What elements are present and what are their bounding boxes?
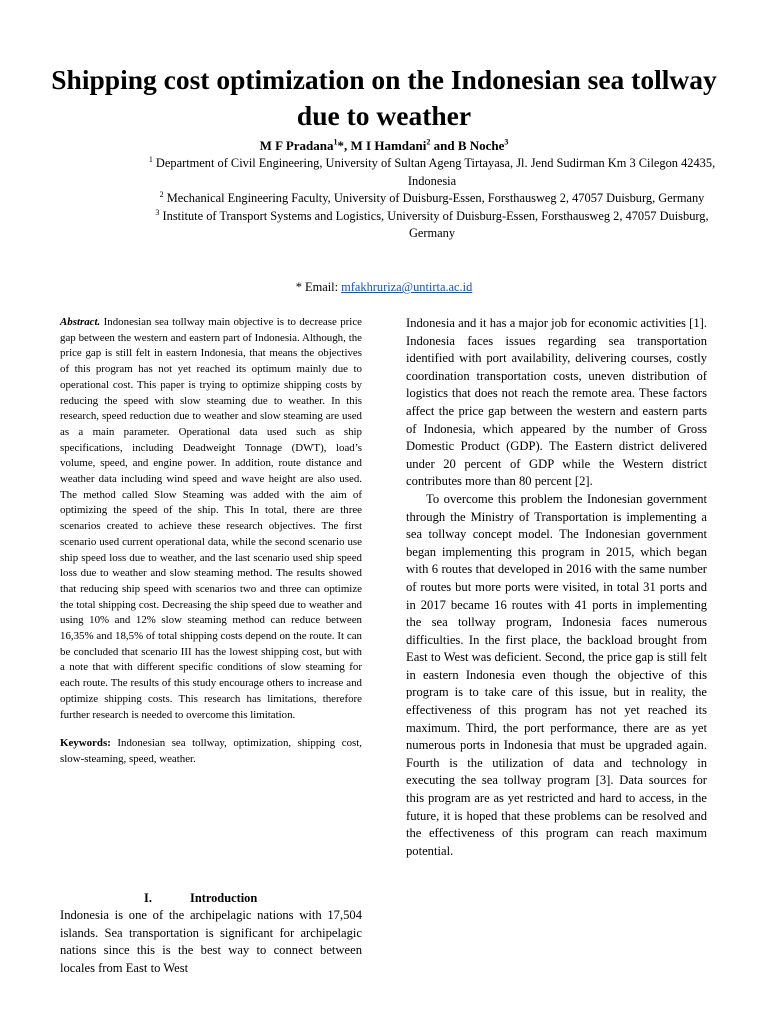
left-column: [60, 315, 362, 768]
email-label: * Email:: [295, 280, 342, 294]
author-name: B Noche: [457, 138, 505, 153]
affiliation-text: Mechanical Engineering Faculty, University of Duisburg-Essen, Forsthausweg 2, 47057 Duisburg, Germany: [166, 191, 705, 205]
paper-title: Shipping cost optimization on the Indonesian sea tollway due to weather: [51, 64, 717, 131]
author-list: [100, 137, 668, 154]
keywords-text: Indonesian sea tollway, optimization, shipping cost, slow-steaming, speed, weather.: [60, 737, 362, 765]
author-separator: and: [430, 138, 458, 153]
email-link[interactable]: mfakhruriza@untirta.ac.id: [341, 280, 473, 294]
keywords-label: Keywords:: [60, 737, 111, 750]
intro-paragraph-2: To overcome this problem the Indonesian government through the Ministry of Transportation is implementing a sea tollway concept model. The Indonesian government began implementing this program in 2015, which began with 6 routes that developed in 2016 with the same number of routes but more ports were visited, in total 31 ports and in 2017 became 16 routes with 41 ports in implementing the sea tollway program, Indonesia faces numerous difficulties. In the first place, the backload brought from East to West was deficient. Second, the price gap is still felt in eastern Indonesia even though the objective of this program is to take care of this issue, but in reality, the effectiveness of this program has not yet reached its maximum. Third, the port performance, there are as yet numerous ports in Indonesia that must be upgraded again. Fourth is the utilization of data and technology in executing the sea tollway program [3]. Data sources for this program are as yet restricted and hard to access, in the future, it is hoped that these problems can be resolved and the effectiveness of this program can reach maximum potential.: [406, 491, 707, 858]
section-title: Introduction: [190, 891, 258, 905]
affiliation-number: 3: [155, 207, 160, 217]
author-affiliation-mark: 1: [333, 137, 338, 147]
affiliation-list: [148, 155, 716, 243]
section-number: I.: [144, 891, 152, 905]
intro-paragraph-1-cont: Indonesia and it has a major job for economic activities [1]. Indonesia faces issues regarding sea transportation identified with port availability, delivering courses, costly coordination transportation costs, uneven distribution of logistics that does not reach the remote area. These factors affect the price gap between the western and eastern parts of Indonesia, which appeared by the number of Gross Domestic Product (GDP). The Eastern district delivered under 20 percent of GDP while the Western district contributes more than 80 percent [2].: [406, 316, 707, 489]
affiliation-item: [148, 155, 716, 190]
affiliation-text: Institute of Transport Systems and Logistics, University of Duisburg-Essen, Forsthausweg 2, 47057 Duisburg, Germany: [162, 208, 709, 240]
affiliation-number: 1: [148, 154, 153, 164]
affiliation-text: Department of Civil Engineering, University of Sultan Ageng Tirtayasa, Jl. Jend Sudirman Km 3 Cilegon 42435, Indonesia: [155, 156, 716, 188]
affiliation-number: 2: [159, 189, 164, 199]
abstract-label: Abstract.: [60, 316, 101, 328]
corresponding-author-mark: *,: [337, 138, 351, 153]
intro-paragraph-1-start: Indonesia is one of the archipelagic nations with 17,504 islands. Sea transportation is significant for archipelagic nations since this is the best way to connect between locales from East to West: [60, 908, 362, 976]
contact-email: [100, 279, 668, 296]
right-column: [406, 315, 707, 860]
author-affiliation-mark: 3: [504, 137, 509, 147]
abstract-text: Indonesian sea tollway main objective is to decrease price gap between the western and eastern part of Indonesia. Although, the price gap is still felt in eastern Indonesia, that means the objectives of this program has not yet reached its optimum mainly due to operational cost. This paper is trying to optimize shipping costs by reducing the speed with slow steaming due to weather. In this research, speed reduction due to weather and slow steaming are used as a main parameter. Operational data used such as ship specifications, including Deadweight Tonnage (DWT), load’s volume, speed, and engine power. In addition, route distance and weather data including wind speed and wave height are also used. The method called Slow Steaming was added with the aim of optimizing the speed of the ship. This In total, there are three scenarios created to achieve these research objectives. The first scenario used current operational data, while the second scenario use ship speed loss due to weather, and the last scenario used ship speed loss due to weather and slow steaming method. The results showed that reducing ship speed with scenarios two and three can optimize the total shipping cost. Decreasing the ship speed due to weather and using 10% and 12% slow steaming method can reduce between 16,35% and 18,5% of total shipping costs depend on the route. It can be concluded that scenario III has the lowest shipping cost, but with a note that with different specific conditions of slow steaming for each route. The results of this study encourage others to increase and optimize shipping costs. This research has limitations, therefore further research is needed to overcome this limitation.: [60, 316, 362, 721]
author-name: M I Hamdani: [350, 138, 427, 153]
abstract: [60, 315, 362, 723]
author-name: M F Pradana: [259, 138, 334, 153]
author-affiliation-mark: 2: [426, 137, 431, 147]
affiliation-item: [148, 208, 716, 243]
affiliation-item: [148, 190, 716, 208]
keywords: [60, 736, 362, 767]
